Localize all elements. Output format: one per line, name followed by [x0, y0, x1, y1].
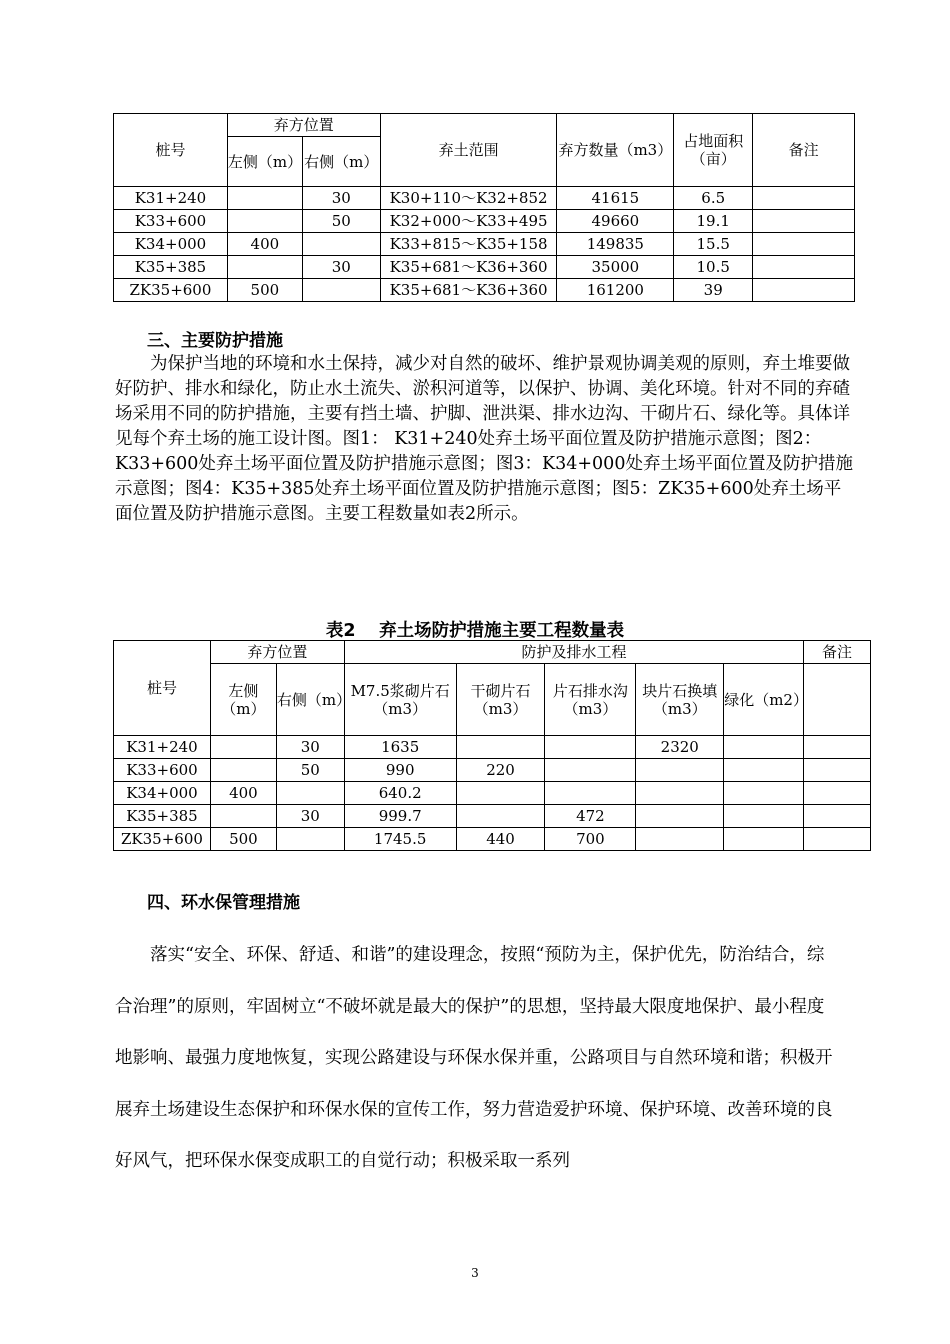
table-row	[114, 828, 871, 851]
t2-header-m75: M7.5浆砌片石（m3）	[344, 664, 456, 736]
t2-header-pile: 桩号	[114, 641, 211, 736]
cell-c3	[545, 736, 636, 759]
cell-quantity: 49660	[557, 210, 674, 233]
cell-c5	[724, 782, 804, 805]
cell-c1: 640.2	[344, 782, 456, 805]
cell-range: K35+681～K36+360	[380, 279, 557, 302]
table-row	[114, 210, 855, 233]
cell-right	[302, 279, 380, 302]
cell-quantity: 161200	[557, 279, 674, 302]
table-row	[114, 187, 855, 210]
cell-remark	[753, 256, 855, 279]
cell-area: 6.5	[674, 187, 753, 210]
cell-c4	[636, 828, 724, 851]
table-row	[114, 805, 871, 828]
header-remark: 备注	[753, 114, 855, 187]
cell-pile: K35+385	[114, 256, 228, 279]
cell-remark	[804, 736, 871, 759]
header-area: 占地面积（亩）	[674, 114, 753, 187]
cell-remark	[753, 279, 855, 302]
header-quantity: 弃方数量（m3）	[557, 114, 674, 187]
cell-pile: K31+240	[114, 736, 211, 759]
cell-c1: 990	[344, 759, 456, 782]
cell-remark	[804, 759, 871, 782]
header-right: 右侧（m）	[302, 137, 380, 187]
section3-body: 为保护当地的环境和水土保持，减少对自然的破坏、维护景观协调美观的原则，弃土堆要做好防护、排水和绿化，防止水土流失、淤积河道等，以保护、协调、美化环境。针对不同的弃碴场采用不同的防护措施，主要有挡土墙、护脚、泄洪渠、排水边沟、干砌片石、绿化等。具体详见每个弃土场的施工设计图。图1： K31+240处弃土场平面位置及防护措施示意图；图2：K33+600处弃土场平面位置及防护措施示意图；图3：K34+000处弃土场平面位置及防护措施示意图；图4：K35+385处弃土场平面位置及防护措施示意图；图5：ZK35+600处弃土场平面位置及防护措施示意图。主要工程数量如表2所示。	[115, 354, 853, 524]
cell-remark	[753, 210, 855, 233]
cell-quantity: 149835	[557, 233, 674, 256]
cell-right: 30	[276, 736, 344, 759]
t2-header-position: 弃方位置	[210, 641, 344, 664]
cell-c2	[456, 805, 545, 828]
cell-range: K30+110～K32+852	[380, 187, 557, 210]
cell-right	[276, 782, 344, 805]
cell-right: 30	[276, 805, 344, 828]
cell-right	[276, 828, 344, 851]
cell-left: 500	[227, 279, 302, 302]
cell-left: 500	[210, 828, 276, 851]
cell-area: 39	[674, 279, 753, 302]
cell-left	[210, 759, 276, 782]
cell-c5	[724, 828, 804, 851]
t2-header-drain: 片石排水沟（m3）	[545, 664, 636, 736]
section3-title: 三、主要防护措施	[147, 331, 283, 351]
cell-right: 30	[302, 187, 380, 210]
cell-pile: K35+385	[114, 805, 211, 828]
cell-pile: K34+000	[114, 782, 211, 805]
cell-remark	[804, 782, 871, 805]
table-row	[114, 256, 855, 279]
cell-remark	[753, 187, 855, 210]
cell-c4: 2320	[636, 736, 724, 759]
cell-c1: 1745.5	[344, 828, 456, 851]
table1-body	[114, 187, 855, 302]
table-row	[114, 782, 871, 805]
cell-left	[227, 210, 302, 233]
cell-remark	[804, 805, 871, 828]
cell-pile: ZK35+600	[114, 828, 211, 851]
cell-left	[210, 736, 276, 759]
header-position: 弃方位置	[227, 114, 380, 137]
cell-area: 19.1	[674, 210, 753, 233]
cell-left: 400	[227, 233, 302, 256]
t2-header-right: 右侧（m）	[276, 664, 344, 736]
table-row	[114, 759, 871, 782]
t2-header-remark-blank	[804, 664, 871, 736]
cell-c2: 440	[456, 828, 545, 851]
cell-c2	[456, 736, 545, 759]
table-row	[114, 233, 855, 256]
t2-header-remark: 备注	[804, 641, 871, 664]
t2-header-dry-stone: 干砌片石（m3）	[456, 664, 545, 736]
cell-c3	[545, 759, 636, 782]
cell-c5	[724, 736, 804, 759]
cell-c3: 700	[545, 828, 636, 851]
table-row	[114, 736, 871, 759]
cell-c3	[545, 782, 636, 805]
cell-c5	[724, 759, 804, 782]
cell-pile: K33+600	[114, 759, 211, 782]
cell-pile: K31+240	[114, 187, 228, 210]
cell-remark	[753, 233, 855, 256]
cell-c1: 999.7	[344, 805, 456, 828]
table-row	[114, 279, 855, 302]
table2-body	[114, 736, 871, 851]
t2-header-replacement: 块片石换填（m3）	[636, 664, 724, 736]
header-left: 左侧（m）	[227, 137, 302, 187]
cell-c4	[636, 805, 724, 828]
t2-header-works: 防护及排水工程	[344, 641, 803, 664]
cell-c1: 1635	[344, 736, 456, 759]
section4-body: 落实“安全、环保、舒适、和谐”的建设理念，按照“预防为主，保护优先，防治结合，综合治理”的原则，牢固树立“不破坏就是最大的保护”的思想，坚持最大限度地保护、最小程度地影响、最强力度地恢复，实现公路建设与环保水保并重，公路项目与自然环境和谐；积极开展弃土场建设生态保护和环保水保的宣传工作，努力营造爱护环境、保护环境、改善环境的良好风气，把环保水保变成职工的自觉行动；积极采取一系列	[115, 945, 833, 1171]
cell-range: K32+000～K33+495	[380, 210, 557, 233]
cell-remark	[804, 828, 871, 851]
header-range: 弃土范围	[380, 114, 557, 187]
disposal-site-table	[113, 113, 855, 302]
cell-quantity: 35000	[557, 256, 674, 279]
cell-right: 50	[276, 759, 344, 782]
cell-pile: ZK35+600	[114, 279, 228, 302]
cell-range: K33+815～K35+158	[380, 233, 557, 256]
cell-left: 400	[210, 782, 276, 805]
cell-left	[227, 187, 302, 210]
cell-c4	[636, 759, 724, 782]
t2-header-greening: 绿化（m2）	[724, 664, 804, 736]
page-number: 3	[471, 1266, 479, 1280]
t2-header-left: 左侧（m）	[210, 664, 276, 736]
cell-c5	[724, 805, 804, 828]
cell-quantity: 41615	[557, 187, 674, 210]
cell-c4	[636, 782, 724, 805]
cell-c2: 220	[456, 759, 545, 782]
cell-pile: K34+000	[114, 233, 228, 256]
cell-right: 50	[302, 210, 380, 233]
cell-pile: K33+600	[114, 210, 228, 233]
header-pile: 桩号	[114, 114, 228, 187]
cell-right: 30	[302, 256, 380, 279]
cell-area: 10.5	[674, 256, 753, 279]
cell-right	[302, 233, 380, 256]
section4-title: 四、环水保管理措施	[147, 893, 300, 913]
cell-c2	[456, 782, 545, 805]
cell-left	[227, 256, 302, 279]
cell-left	[210, 805, 276, 828]
table2-caption: 表2 弃土场防护措施主要工程数量表	[325, 621, 625, 641]
cell-c3: 472	[545, 805, 636, 828]
protection-works-table	[113, 640, 871, 851]
cell-range: K35+681～K36+360	[380, 256, 557, 279]
cell-area: 15.5	[674, 233, 753, 256]
